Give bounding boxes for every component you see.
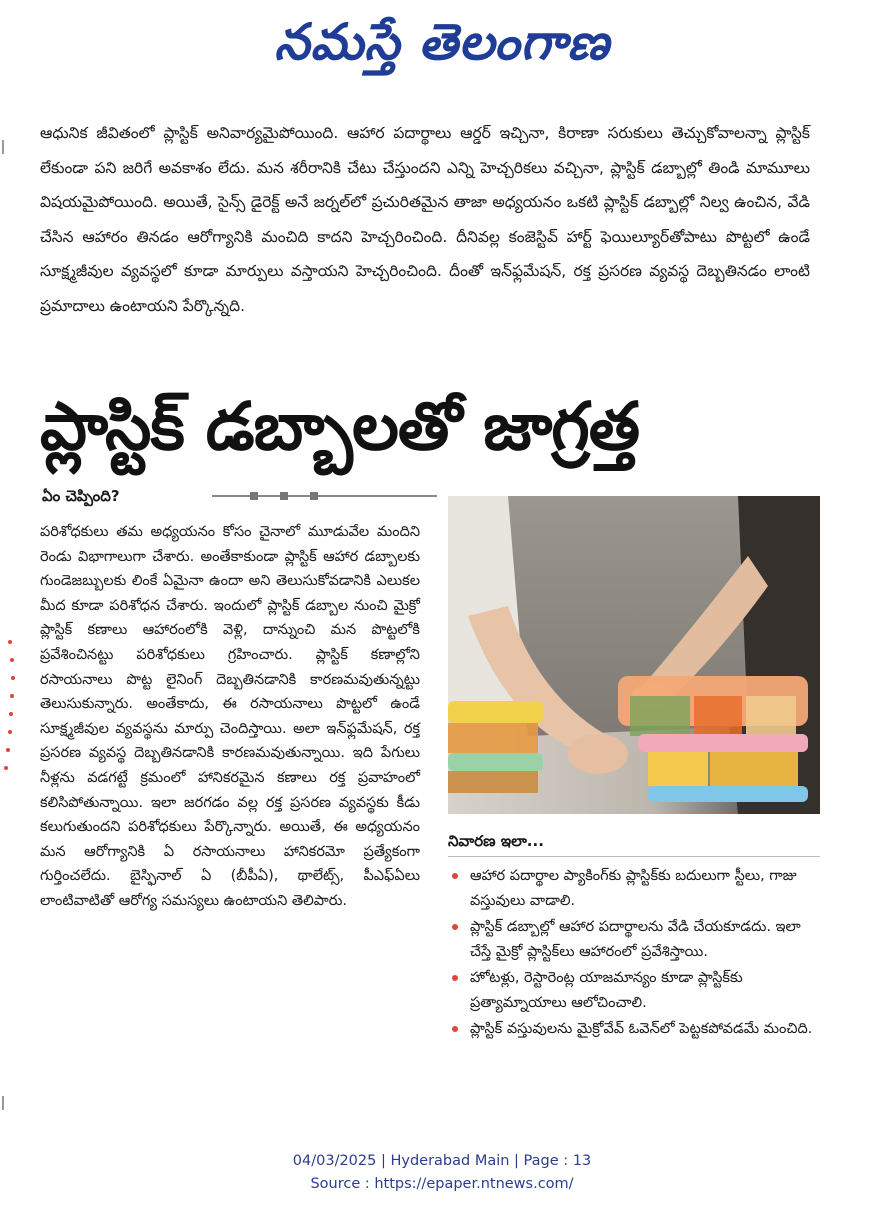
bullet-icon: [452, 975, 458, 981]
list-item-text: హోటళ్లు, రెస్టారెంట్ల యాజమాన్యం కూడా ప్లాస్టిక్‌కు ప్రత్యామ్నాయాలు ఆలోచించాలి.: [470, 970, 743, 1011]
list-item-text: ఆహార పదార్థాల ప్యాకింగ్‌కు ప్లాస్టిక్‌కు బదులుగా స్టీలు, గాజు వస్తువులు వాడాలి.: [470, 868, 797, 909]
remedies-title: నివారణ ఇలా...: [448, 832, 544, 850]
divider-square-icon: [250, 492, 258, 500]
list-item: [448, 966, 820, 1015]
section-heading: [40, 484, 440, 508]
edge-mark: [2, 1096, 4, 1110]
food-containers-photo: [448, 496, 820, 814]
dot-icon: [8, 640, 12, 644]
list-item: [448, 915, 820, 964]
dot-icon: [9, 712, 13, 716]
article-body: [40, 520, 420, 914]
edge-mark: [2, 140, 4, 154]
dot-icon: [6, 748, 10, 752]
list-item-text: ప్లాస్టిక్ డబ్బాల్లో ఆహార పదార్థాలను వేడి చేయకూడదు. ఇలా చేస్తే మైక్రో ప్లాస్టిక్‌లు ఆహారంలో ప్రవేశిస్తాయి.: [470, 919, 801, 960]
source-link[interactable]: Source : https://epaper.ntnews.com/: [310, 1176, 574, 1192]
body-text: పరిశోధకులు తమ అధ్యయనం కోసం చైనాలో మూడువేల మందిని రెండు విభాగాలుగా చేశారు. అంతేకాకుండా ప్లాస్టిక్ ఆహార డబ్బాలకు గుండెజబ్బులకు లింకే ఏమైనా ఉందా అని తెలుసుకోవడానికి ఎలుకల మీద కూడా పరిశోధన చేశారు. ఇందులో ప్లాస్టిక్ డబ్బాల నుంచి మైక్రో ప్లాస్టిక్ కణాలు ఆహారంలోకి వెళ్లి, దాన్నుంచి మన పొట్టలోకి ప్రవేశించినట్టు పరిశోధకులు గ్రహించారు. ప్లాస్టిక్ కణాల్లోని రసాయనాలు పొట్ట లైనింగ్ దెబ్బతినడానికి కారణమవుతున్నట్టు తెలుసుకున్నారు. అంతేకాదు, ఈ రసాయనాలు పొట్టలో ఉండే సూక్ష్మజీవుల వ్యవస్థను మార్పు చెందిస్తాయి. అలా ఇన్‌ఫ్లమేషన్, రక్త ప్రసరణ వ్యవస్థ దెబ్బతినడానికి కారణమవుతున్నాయి. ఇది పేగులు నీళ్లను వడగట్టే క్రమంలో హానికరమైన కణాలు రక్త ప్రవాహంలో కలిసిపోతున్నాయి. ఇలా జరగడం వల్ల రక్త ప్రసరణ వ్యవస్థకు కీడు కలుగుతుందని పరిశోధకులు పేర్కొన్నారు. అయితే, ఈ అధ్యయనం మన ఆరోగ్యానికి ఏ రసాయనాలు హానికరమో ప్రత్యేకంగా గుర్తించలేదు. బైస్ఫినాల్ ఏ (బీపీఏ), థాలేట్స్, పీఎఫ్ఏలు లాంటివాటితో ఆరోగ్య సమస్యలు ఉంటాయని తెలిపారు.: [40, 524, 420, 909]
photo-illustration: [448, 496, 820, 814]
section-label: ఏం చెప్పింది?: [42, 487, 120, 505]
newspaper-logo: నమస్తే తెలంగాణ: [274, 12, 610, 71]
edition-info: 04/03/2025 | Hyderabad Main | Page : 13: [292, 1153, 592, 1169]
dot-icon: [11, 676, 15, 680]
decorative-dots: [0, 640, 14, 790]
dot-icon: [8, 730, 12, 734]
divider-square-icon: [310, 492, 318, 500]
dot-icon: [4, 766, 8, 770]
remedies-divider: [448, 856, 820, 857]
bullet-icon: [452, 924, 458, 930]
remedies-list: [448, 864, 820, 1044]
page-footer: [0, 1150, 884, 1196]
list-item-text: ప్లాస్టిక్ వస్తువులను మైక్రోవేవ్ ఓవెన్‌లో పెట్టకపోవడమే మంచిది.: [470, 1021, 813, 1037]
dot-icon: [10, 694, 14, 698]
list-item: [448, 864, 820, 913]
masthead: [0, 0, 884, 100]
section-divider: [212, 495, 437, 497]
bullet-icon: [452, 1026, 458, 1032]
list-item: [448, 1017, 820, 1042]
dot-icon: [10, 658, 14, 662]
bullet-icon: [452, 873, 458, 879]
divider-square-icon: [280, 492, 288, 500]
article-headline: ప్లాస్టిక్ డబ్బాలతో జాగ్రత్త: [40, 388, 640, 465]
intro-paragraph: [40, 116, 810, 323]
intro-text: ఆధునిక జీవితంలో ప్లాస్టిక్ అనివార్యమైపోయింది. ఆహార పదార్థాలు ఆర్డర్ ఇచ్చినా, కిరాణా సరుకులు తెచ్చుకోవాలన్నా ప్లాస్టిక్ లేకుండా పని జరిగే అవకాశం లేదు. మన శరీరానికి చేటు చేస్తుందని ఎన్ని హెచ్చరికలు వచ్చినా, ప్లాస్టిక్ డబ్బాల్లో తిండి మామూలు విషయమైపోయింది. అయితే, సైన్స్ డైరెక్ట్ అనే జర్నల్‌లో ప్రచురితమైన తాజా అధ్యయనం ఒకటి ప్లాస్టిక్ డబ్బాల్లో నిల్వ ఉంచిన, వేడి చేసిన ఆహారం తినడం ఆరోగ్యానికి మంచిది కాదని హెచ్చరించింది. దీనివల్ల కంజెస్టివ్ హార్ట్ ఫెయిల్యూర్‌తోపాటు పొట్టలో ఉండే సూక్ష్మజీవుల వ్యవస్థలో కూడా మార్పులు వస్తాయని హెచ్చరించింది. దీంతో ఇన్‌ఫ్లమేషన్, రక్త ప్రసరణ వ్యవస్థ దెబ్బతినడం లాంటి ప్రమాదాలు ఉంటాయని పేర్కొన్నది.: [40, 124, 810, 315]
